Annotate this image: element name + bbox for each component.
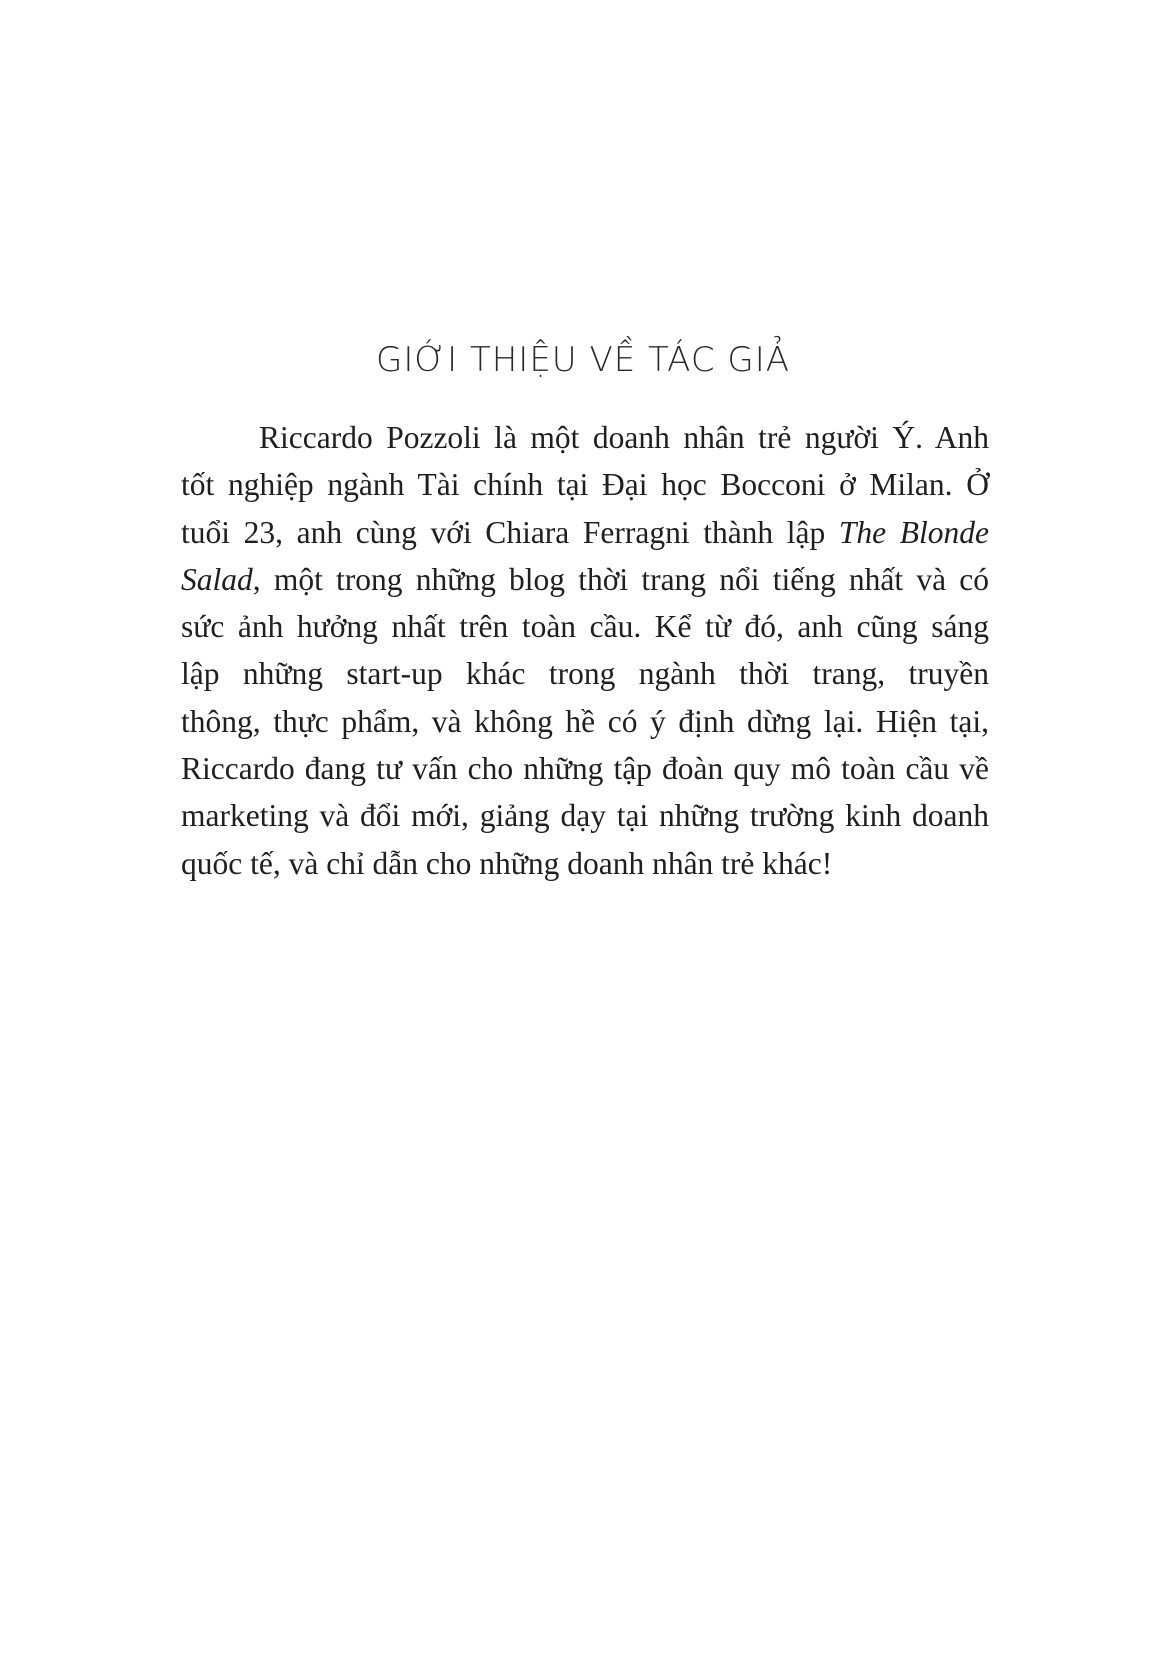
blog-title-part-1: The Blonde xyxy=(838,514,989,550)
section-heading: GIỚI THIỆU VỀ TÁC GIẢ xyxy=(375,340,791,380)
bio-line-3 xyxy=(181,509,989,556)
bio-line-7: thông, thực phẩm, và không hề có ý định dừng lại. Hiện tại, xyxy=(181,703,989,739)
bio-line-3-text: tuổi 23, anh cùng với Chiara Ferragni thành lập xyxy=(181,514,839,550)
bio-line-6: lập những start-up khác trong ngành thời trang, truyền xyxy=(181,656,989,692)
bio-line-5: sức ảnh hưởng nhất trên toàn cầu. Kể từ đó, anh cũng sáng xyxy=(181,609,989,645)
bio-line-10: quốc tế, và chỉ dẫn cho những doanh nhân trẻ khác! xyxy=(181,845,833,881)
bio-line-2: tốt nghiệp ngành Tài chính tại Đại học Bocconi ở Milan. Ở xyxy=(181,467,989,503)
bio-line-4 xyxy=(181,556,989,603)
bio-line-4-text: , một trong những blog thời trang nổi tiếng nhất và có xyxy=(252,561,989,597)
author-bio-paragraph xyxy=(181,414,989,887)
bio-line-8: Riccardo đang tư vấn cho những tập đoàn quy mô toàn cầu về xyxy=(181,751,989,787)
blog-title-part-2: Salad xyxy=(181,561,253,597)
bio-line-9: marketing và đổi mới, giảng dạy tại những trường kinh doanh xyxy=(181,798,989,834)
bio-line-1: Riccardo Pozzoli là một doanh nhân trẻ người Ý. Anh xyxy=(259,420,989,455)
